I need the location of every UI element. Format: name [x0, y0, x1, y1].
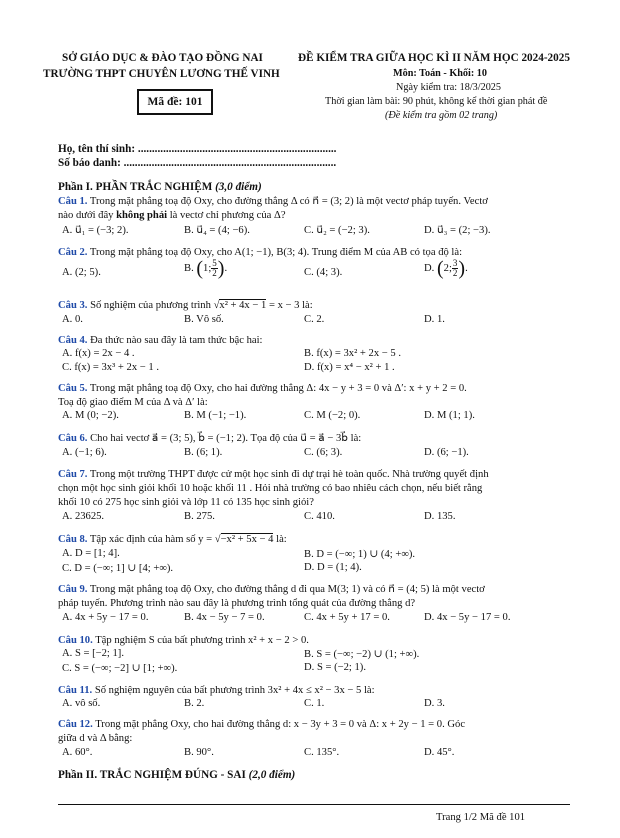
q8-option-c[interactable]: C. D = (−∞; 1] ∪ [4; +∞).: [62, 563, 174, 574]
exam-code: Mã đề: 101: [147, 96, 203, 108]
q9-option-b[interactable]: B. 4x − 5y − 7 = 0.: [184, 612, 265, 623]
part2-title: Phần II. TRẮC NGHIỆM ĐÚNG - SAI: [58, 769, 246, 781]
q2-b-num: 5: [212, 258, 217, 268]
q1-option-c[interactable]: C. u⃗₂ = (−2; 3).: [304, 225, 370, 236]
question-10: [58, 634, 309, 647]
q5-option-d[interactable]: D. M (1; 1).: [424, 410, 475, 421]
question-8: [58, 533, 287, 546]
q8-option-d[interactable]: D. D = (1; 4).: [304, 562, 362, 573]
q10-option-b[interactable]: B. S = (−∞; −2) ∪ (1; +∞).: [304, 649, 420, 660]
q10-option-d[interactable]: D. S = (−2; 1).: [304, 662, 366, 673]
exam-date: Ngày kiểm tra: 18/3/2025: [396, 82, 501, 93]
q11-text: Số nghiệm nguyên của bất phương trình 3x² + 4x ≤ x² − 3x − 5 là:: [94, 685, 375, 696]
exam-title: ĐỀ KIỂM TRA GIỮA HỌC KÌ II NĂM HỌC 2024-2025: [298, 52, 570, 64]
q6-option-a[interactable]: A. (−1; 6).: [62, 447, 107, 458]
q3-option-b[interactable]: B. Vô số.: [184, 314, 224, 325]
q2-b-letter: B.: [184, 262, 194, 274]
question-4: [58, 334, 262, 347]
q1-label: Câu 1.: [58, 196, 88, 207]
q2-d-num: 3: [452, 258, 458, 268]
footer-divider: [58, 804, 570, 805]
q3-radicand: x² + 4x − 1: [219, 300, 267, 311]
q6-option-b[interactable]: B. (6; 1).: [184, 447, 223, 458]
candidate-id-row: [58, 157, 336, 169]
candidate-name-row: [58, 143, 336, 155]
question-3: [58, 299, 313, 312]
question-12: [58, 718, 465, 731]
q11-option-c[interactable]: C. 1.: [304, 698, 325, 709]
q3-option-d[interactable]: D. 1.: [424, 314, 445, 325]
exam-code-box: [137, 89, 213, 115]
q12-text-2: giữa d và Δ bằng:: [58, 733, 133, 744]
q2-d-x: 2;: [443, 262, 452, 274]
q8-label: Câu 8.: [58, 534, 88, 545]
q1-text: Trong mặt phẳng toạ độ Oxy, cho đường thẳng Δ có n⃗ = (3; 2) là một vectơ pháp tuyến. Vectơ: [89, 196, 488, 207]
q8-option-a[interactable]: A. D = [1; 4].: [62, 548, 120, 559]
q4-option-c[interactable]: C. f(x) = 3x³ + 2x − 1 .: [62, 362, 160, 373]
q11-option-d[interactable]: D. 3.: [424, 698, 445, 709]
candidate-name-label: Họ, tên thí sinh:: [58, 143, 136, 155]
q7-text-3: khối 10 có 275 học sinh giỏi và lớp 11 có 135 học sinh giỏi?: [58, 497, 314, 508]
q9-option-d[interactable]: D. 4x − 5y − 17 = 0.: [424, 612, 511, 623]
q10-option-c[interactable]: C. S = (−∞; −2] ∪ [1; +∞).: [62, 663, 178, 674]
q1-option-a[interactable]: A. u⃗₁ = (−3; 2).: [62, 225, 129, 236]
q1-text-2c: là vectơ chỉ phương của Δ?: [167, 210, 286, 221]
question-6: [58, 432, 361, 445]
q1-option-b[interactable]: B. u⃗₄ = (4; −6).: [184, 225, 250, 236]
q12-option-c[interactable]: C. 135°.: [304, 747, 340, 758]
q9-option-a[interactable]: A. 4x + 5y − 17 = 0.: [62, 612, 149, 623]
q2-option-a[interactable]: A. (2; 5).: [62, 267, 101, 278]
q2-label: Câu 2.: [58, 247, 88, 258]
q6-text: Cho hai vectơ a⃗ = (3; 5), b⃗ = (−1; 2). Tọa độ của u⃗ = a⃗ − 3b⃗ là:: [90, 433, 362, 444]
q7-option-d[interactable]: D. 135.: [424, 511, 456, 522]
q2-d-den: 2: [452, 268, 458, 278]
question-1: [58, 195, 488, 208]
q2-text: Trong mặt phẳng toạ độ Oxy, cho A(1; −1), B(3; 4). Trung điểm M của AB có tọa độ là:: [89, 247, 463, 258]
q9-option-c[interactable]: C. 4x + 5y + 17 = 0.: [304, 612, 390, 623]
q4-option-b[interactable]: B. f(x) = 3x² + 2x − 5 .: [304, 348, 402, 359]
q6-option-d[interactable]: D. (6; −1).: [424, 447, 469, 458]
school-name: TRƯỜNG THPT CHUYÊN LƯƠNG THẾ VINH: [43, 68, 280, 80]
sqrt-sign: √: [213, 300, 220, 311]
question-7: [58, 468, 489, 481]
q8-radicand: −x² + 5x − 4: [220, 534, 274, 545]
q2-option-d[interactable]: D. (2; $\frac{3}{2}$ ).: [424, 257, 468, 280]
q2-b-den: 2: [212, 268, 217, 278]
q5-option-b[interactable]: B. M (−1; −1).: [184, 410, 247, 421]
pages-note: (Đề kiểm tra gồm 02 trang): [385, 110, 498, 121]
q3-text: Số nghiệm của phương trình: [90, 300, 211, 311]
q8-rhs: là:: [276, 534, 287, 545]
q9-text-2: pháp tuyến. Phương trình nào sau đây là phương trình tổng quát của đường thẳng d?: [58, 598, 416, 609]
q12-option-d[interactable]: D. 45°.: [424, 747, 455, 758]
q3-option-c[interactable]: C. 2.: [304, 314, 325, 325]
candidate-id-field[interactable]: ............................................................................: [123, 157, 337, 169]
department-name: SỞ GIÁO DỤC & ĐÀO TẠO ĐỒNG NAI: [62, 52, 263, 64]
q10-label: Câu 10.: [58, 635, 93, 646]
q2-option-c[interactable]: C. (4; 3).: [304, 267, 343, 278]
q5-option-c[interactable]: C. M (−2; 0).: [304, 410, 361, 421]
part1-score: (3,0 điểm): [215, 181, 262, 193]
q8-option-b[interactable]: B. D = (−∞; 1) ∪ (4; +∞).: [304, 549, 416, 560]
q12-text: Trong mặt phẳng Oxy, cho hai đường thẳng d: x − 3y + 3 = 0 và Δ: x + 2y − 1 = 0. Góc: [95, 719, 466, 730]
q4-text: Đa thức nào sau đây là tam thức bậc hai:: [90, 335, 263, 346]
q11-label: Câu 11.: [58, 685, 93, 696]
q1-text-2a: nào dưới đây: [58, 210, 117, 221]
question-11: [58, 684, 375, 697]
q11-option-a[interactable]: A. vô số.: [62, 698, 101, 709]
q9-label: Câu 9.: [58, 584, 88, 595]
sqrt-sign: √: [214, 534, 221, 545]
q7-label: Câu 7.: [58, 469, 88, 480]
q1-option-d[interactable]: D. u⃗₃ = (2; −3).: [424, 225, 491, 236]
q4-option-d[interactable]: D. f(x) = x⁴ − x² + 1 .: [304, 362, 395, 373]
q5-text-2: Toạ độ giao điểm M của Δ và Δ′ là:: [58, 397, 208, 408]
q1-emphasis: không phải: [116, 210, 168, 221]
q12-option-b[interactable]: B. 90°.: [184, 747, 214, 758]
question-2: [58, 246, 462, 259]
q7-option-c[interactable]: C. 410.: [304, 511, 335, 522]
q4-label: Câu 4.: [58, 335, 88, 346]
question-5: [58, 382, 467, 395]
q8-text: Tập xác định của hàm số y =: [89, 534, 213, 545]
q2-b-x: 1;: [203, 262, 212, 274]
q2-option-b[interactable]: B. (1; $\frac{5}{2}$ ).: [184, 257, 228, 280]
q6-option-c[interactable]: C. (6; 3).: [304, 447, 343, 458]
q1-text-2: [58, 209, 286, 222]
subject: Môn: Toán - Khối: 10: [393, 68, 487, 79]
q12-label: Câu 12.: [58, 719, 93, 730]
q5-label: Câu 5.: [58, 383, 88, 394]
q10-option-a[interactable]: A. S = [−2; 1].: [62, 648, 124, 659]
part2-score: (2,0 điểm): [248, 769, 296, 781]
q7-option-a[interactable]: A. 23625.: [62, 511, 105, 522]
question-9: [58, 583, 485, 596]
q5-option-a[interactable]: A. M (0; −2).: [62, 410, 119, 421]
q5-text: Trong mặt phẳng toạ độ Oxy, cho hai đường thẳng Δ: 4x − y + 3 = 0 và Δ′: x + y + 2 = 0.: [89, 383, 467, 394]
page-footer: Trang 1/2 Mã đề 101: [436, 812, 526, 823]
candidate-id-label: Số báo danh:: [58, 157, 121, 169]
q6-label: Câu 6.: [58, 433, 88, 444]
part1-title: Phần I. PHẦN TRẮC NGHIỆM: [58, 181, 213, 193]
part1-heading: [58, 181, 262, 193]
q9-text: Trong mặt phẳng toạ độ Oxy, cho đường thẳng d đi qua M(3; 1) và có n⃗ = (4; 5) là một vectơ: [89, 584, 485, 595]
candidate-name-field[interactable]: .......................................................................: [137, 143, 337, 155]
q2-d-letter: D.: [424, 262, 435, 274]
q3-rhs: = x − 3 là:: [268, 300, 313, 311]
q4-option-a[interactable]: A. f(x) = 2x − 4 .: [62, 348, 135, 359]
part2-heading: [58, 769, 295, 781]
q7-text-2: chọn một học sinh giỏi khối 10 hoặc khối 11 . Hỏi nhà trường có bao nhiêu cách chọn, nếu biết rằng: [58, 483, 483, 494]
exam-time: Thời gian làm bài: 90 phút, không kể thời gian phát đề: [325, 96, 548, 107]
q11-option-b[interactable]: B. 2.: [184, 698, 205, 709]
q10-text: Tập nghiệm S của bất phương trình x² + x − 2 > 0.: [95, 635, 309, 646]
q3-option-a[interactable]: A. 0.: [62, 314, 83, 325]
q7-text: Trong một trường THPT được cử một học sinh đi dự trại hè toàn quốc. Nhà trường quyết định: [89, 469, 489, 480]
q7-option-b[interactable]: B. 275.: [184, 511, 215, 522]
q3-label: Câu 3.: [58, 300, 88, 311]
q12-option-a[interactable]: A. 60°.: [62, 747, 93, 758]
